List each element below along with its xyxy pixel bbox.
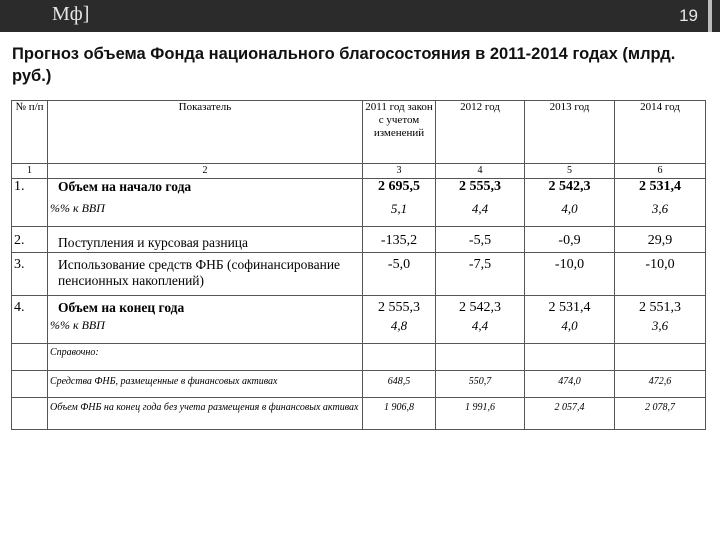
table-row	[12, 201, 706, 227]
table-cell: 2 551,3	[615, 296, 706, 318]
column-number-row	[12, 164, 706, 179]
row-number: 1.	[12, 179, 48, 201]
row-label: Средства ФНБ, размещенные в финансовых активах	[48, 371, 363, 398]
slide-header-bar	[0, 0, 720, 32]
table-cell: 2 542,3	[436, 296, 525, 318]
table-row	[12, 371, 706, 398]
table-cell: 2 555,3	[436, 179, 525, 201]
table-cell: 4,4	[436, 201, 525, 227]
column-header: № п/п	[12, 101, 48, 164]
table-cell: 3,6	[615, 201, 706, 227]
column-header: 2013 год	[525, 101, 615, 164]
table-cell	[363, 344, 436, 371]
column-number: 3	[363, 164, 436, 179]
row-number: 2.	[12, 227, 48, 253]
table-cell: 2 531,4	[525, 296, 615, 318]
table-cell: 3,6	[615, 318, 706, 344]
table-cell: -5,0	[363, 253, 436, 296]
row-label: Объем на начало года	[48, 179, 363, 201]
table-cell	[436, 344, 525, 371]
table-row	[12, 227, 706, 253]
column-number: 5	[525, 164, 615, 179]
table-cell: 1 906,8	[363, 398, 436, 430]
column-header: 2011 год закон с учетом изменений	[363, 101, 436, 164]
table-cell: 29,9	[615, 227, 706, 253]
table-cell: 2 531,4	[615, 179, 706, 201]
table-cell: 1 991,6	[436, 398, 525, 430]
table-cell	[525, 344, 615, 371]
table-cell: 2 078,7	[615, 398, 706, 430]
table-cell: 550,7	[436, 371, 525, 398]
table-cell	[615, 344, 706, 371]
table-cell: 2 555,3	[363, 296, 436, 318]
table-cell: 5,1	[363, 201, 436, 227]
row-number	[12, 201, 48, 227]
row-number: 3.	[12, 253, 48, 296]
table-header-row	[12, 101, 706, 164]
table-cell: -10,0	[615, 253, 706, 296]
column-header: Показатель	[48, 101, 363, 164]
row-label: %% к ВВП	[48, 201, 363, 227]
table-cell: -135,2	[363, 227, 436, 253]
table-row	[12, 253, 706, 296]
table-cell: 4,8	[363, 318, 436, 344]
row-number	[12, 318, 48, 344]
row-number: 4.	[12, 296, 48, 318]
table-cell: 648,5	[363, 371, 436, 398]
table-cell: 474,0	[525, 371, 615, 398]
row-label: Справочно:	[48, 344, 363, 371]
table-cell: 2 542,3	[525, 179, 615, 201]
table-row	[12, 398, 706, 430]
row-label: Объем ФНБ на конец года без учета размещения в финансовых активах	[48, 398, 363, 430]
table-row	[12, 344, 706, 371]
row-number	[12, 344, 48, 371]
table-row	[12, 179, 706, 201]
table-cell: -7,5	[436, 253, 525, 296]
page-number: 19	[679, 6, 698, 25]
row-label: Объем на конец года	[48, 296, 363, 318]
table-cell: 2 695,5	[363, 179, 436, 201]
table-cell: -10,0	[525, 253, 615, 296]
fnb-forecast-table	[11, 100, 706, 430]
column-number: 4	[436, 164, 525, 179]
column-header: 2014 год	[615, 101, 706, 164]
table-cell: -5,5	[436, 227, 525, 253]
row-label: %% к ВВП	[48, 318, 363, 344]
table-cell: 4,4	[436, 318, 525, 344]
column-number: 2	[48, 164, 363, 179]
column-number: 1	[12, 164, 48, 179]
table-cell: 472,6	[615, 371, 706, 398]
table-cell: 2 057,4	[525, 398, 615, 430]
row-number	[12, 371, 48, 398]
column-header: 2012 год	[436, 101, 525, 164]
table-row	[12, 296, 706, 318]
header-edge-divider	[708, 0, 712, 32]
row-label: Поступления и курсовая разница	[48, 227, 363, 253]
column-number: 6	[615, 164, 706, 179]
row-number	[12, 398, 48, 430]
table-cell: 4,0	[525, 201, 615, 227]
page-title: Прогноз объема Фонда национального благосостояния в 2011-2014 годах (млрд. руб.)	[12, 45, 676, 85]
table-row	[12, 318, 706, 344]
row-label: Использование средств ФНБ (софинансирование пенсионных накоплений)	[48, 253, 363, 296]
table-cell: 4,0	[525, 318, 615, 344]
minfin-logo: Мф]	[52, 3, 90, 25]
table-cell: -0,9	[525, 227, 615, 253]
